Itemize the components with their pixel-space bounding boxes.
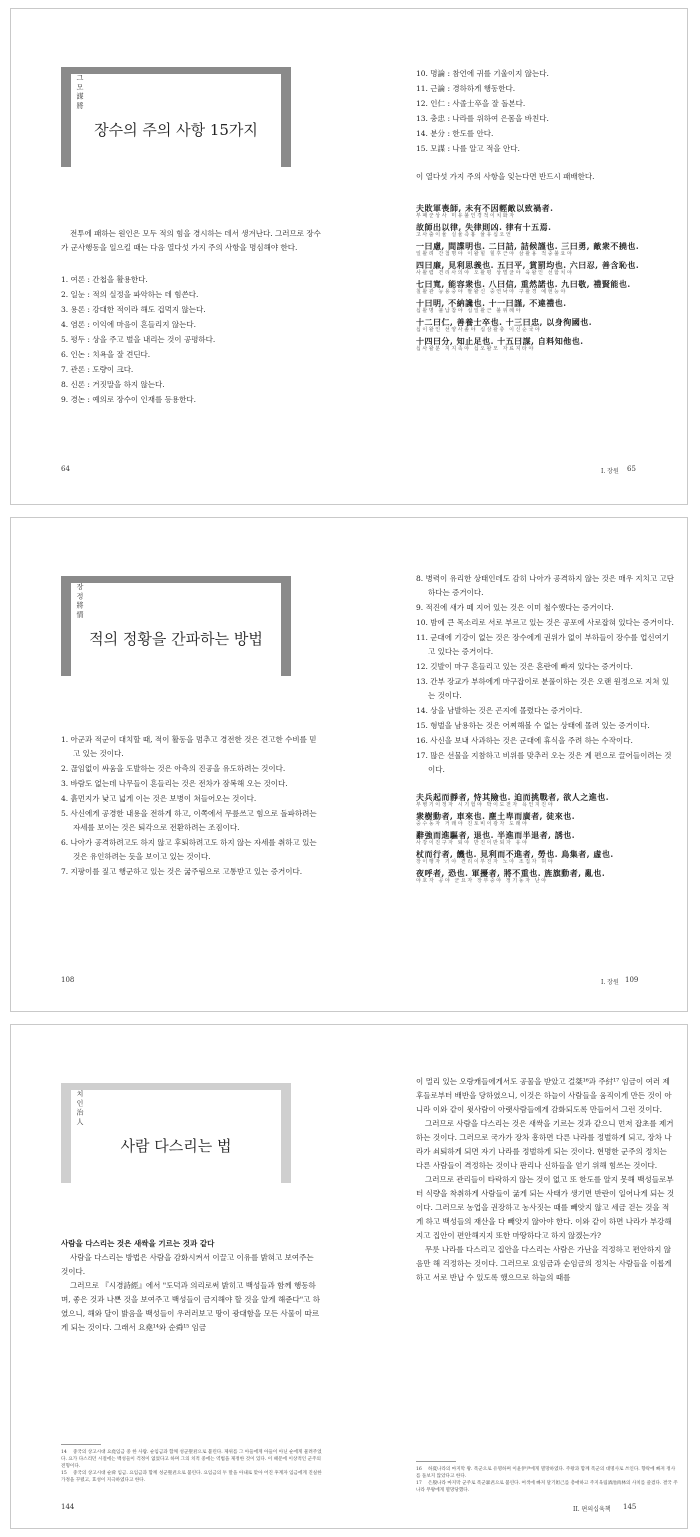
hanja-line: 杖而行者, 饑也. 見利而不進者, 勞也. 鳥集者, 虛也. 장이행자 기야 견리이부진자 노야 조집자 허야: [416, 849, 614, 865]
left-page-body: [61, 227, 321, 408]
intro-paragraph: 전투에 패하는 원인은 모두 적의 힘을 경시하는 데서 생겨난다. 그러므로 장수가 군사행동을 일으킬 때는 다음 열다섯 가지 주의 사항을 명심해야 한다.: [61, 229, 321, 252]
page-number-left: 64: [61, 465, 70, 473]
title-box-right-bar: [281, 576, 291, 676]
list-item: 5. 평두 : 상을 주고 벌을 내리는 것이 공평하다.: [61, 335, 216, 344]
running-header: I. 장원: [601, 468, 619, 475]
right-page-body: [416, 67, 676, 356]
title-box-left-bar: [61, 576, 71, 676]
list-item: 6. 인논 : 치욕을 잘 견딘다.: [61, 350, 151, 359]
title-box-top-bar: [61, 576, 291, 583]
right-page-body: [416, 572, 676, 888]
list-item: 14. 상을 남발하는 것은 곤지에 몰렸다는 증거이다.: [416, 706, 583, 715]
chapter-tab-label: 장 정 將 情: [76, 583, 84, 618]
list-item: 15. 모謀 : 나를 알고 적을 안다.: [416, 144, 520, 153]
hanja-line: 十四曰分, 知止足也. 十五曰謀, 自料知他也. 십사왈분 지지족야 십오왈모 자료지타야: [416, 336, 584, 352]
hanja-line: 夫兵起而靜者, 恃其險也. 迫而挑戰者, 欲人之進也. 부병기이정자 시기험야 박이도전자 욕인지진야: [416, 792, 609, 808]
hanja-original-text: [416, 793, 676, 884]
title-box-left-bar: [61, 1083, 71, 1183]
signs-list-right: [416, 572, 676, 777]
title-box-right-bar: [281, 1083, 291, 1183]
title-box-top-bar: [61, 67, 291, 74]
list-item: 13. 충忠 : 나라를 위하여 은몸을 바친다.: [416, 114, 549, 123]
footnote: 16 하夏나라의 마지막 왕. 폭군으로 유명하며 이윤伊尹에게 멸망하였다. 주왕과 함께 폭군의 대명사로 쓰인다. 향락에 빠져 정사를 돌보지 않았다고 한다.: [416, 1467, 676, 1479]
footnotes-right: [416, 1466, 678, 1494]
book-spread-1: [10, 8, 688, 505]
list-item: 14. 분分 : 한도를 안다.: [416, 129, 494, 138]
list-item: 1. 아군과 적군이 대치할 때, 적이 활동을 멈추고 경전한 것은 견고한 수비를 믿고 있는 것이다.: [61, 735, 317, 758]
body-paragraph: 이 멀리 있는 오랑캐들에게서도 공물을 받았고 걸桀¹⁶과 주紂¹⁷ 임금이 여러 제후들로부터 배반을 당하였으니, 이것은 하늘이 사람들을 움직이게 만든 것이 아니라 이와 같이 윗사람이 아랫사람들에게 감화되도록 만들어서 그런 것이다.: [416, 1077, 672, 1114]
chapter-tab-label: 그 모 謀 將: [76, 74, 84, 109]
list-item: 5. 사신에게 공경한 내용을 전하게 하고, 이쪽에서 무릎쓰고 힘으로 돌파하려는 자세를 보이는 것은 퇴각으로 전환하려는 조짐이다.: [61, 809, 317, 832]
title-box-right-bar: [281, 67, 291, 167]
running-header: I. 장원: [601, 979, 619, 986]
footnote: 14 중국의 상고시대 요堯임금 중 한 사람. 순임금과 함께 성군聖君으로 불린다. 제위를 그 아들에게 아들이 아닌 순에게 물려주었다. 요가 다스리던 시절에는 백성들이 걱정이 없었다고 하며 그의 치적 중에는 역법을 제정한 것이 있다. 이 때문에 이상적인 군주의 전형이다.: [61, 1450, 322, 1469]
title-box-top-bar: [61, 1083, 291, 1090]
footnote-rule: [61, 1444, 101, 1445]
list-item: 1. 여론 : 간첩을 활용한다.: [61, 275, 148, 284]
list-item: 4. 염론 : 이익에 마음이 흔들리지 않는다.: [61, 320, 197, 329]
section-subheading: 사람을 다스리는 것은 새싹을 기르는 것과 같다: [61, 1239, 215, 1248]
hanja-line: 十曰明, 不納讒也. 十一曰謹, 不違禮也. 십왈명 불납참야 십일왈근 불위례야: [416, 298, 567, 314]
running-header: II. 편의십육책: [573, 1506, 611, 1513]
hanja-line: 四曰廉, 見利思義也. 五曰平, 賞罰均也. 六曰忍, 善含恥也. 사왈렴 견리사의야 오왈평 상벌균야 육왈인 선함치야: [416, 260, 640, 276]
page-number-right: 109: [625, 976, 639, 984]
page-number-left: 144: [61, 1503, 75, 1511]
book-spread-2: [10, 517, 688, 1012]
page-number-right: 65: [627, 465, 636, 473]
signs-list-left: [61, 733, 321, 879]
footnote: 17 은殷나라 마지막 군주로 폭군暴君으로 불린다. 여색에 빠져 달기妲己를 총애하고 주지육림酒池肉林의 사치를 즐겼다. 결국 주나라 무왕에게 멸망당했다.: [416, 1481, 678, 1493]
hanja-line: 辭強而進驅者, 退也. 半進而半退者, 誘也. 사강이진구자 퇴야 반진이반퇴자 유야: [416, 830, 575, 846]
list-item: 9. 경논 : 예의로 장수이 인재를 등용한다.: [61, 395, 197, 404]
list-item: 7. 관론 : 도량이 크다.: [61, 365, 134, 374]
list-item: 9. 적진에 새가 떼 지어 있는 것은 이미 철수했다는 증거이다.: [416, 603, 614, 612]
list-item: 6. 나아가 공격하려고도 하지 않고 후퇴하려고도 하지 않는 자세를 취하고 있는 것은 유인하려는 듯을 보이고 있는 것이다.: [61, 838, 317, 861]
hanja-line: 故師出以律, 失律則凶. 律有十五焉. 고사출이율 실율즉흉 율유십오언: [416, 222, 552, 238]
body-paragraph: 무릇 나라를 다스리고 집안을 다스리는 사람은 가난을 걱정하고 편안하지 않음만 해 걱정하는 것이다. 그러므로 요임금과 순임금의 정치는 사람들을 이롭게 하고 서로 반납 수 있도록 했으므로 하늘의 때를: [416, 1245, 672, 1282]
list-item: 2. 일눈 : 적의 실정을 파악하는 데 힘쓴다.: [61, 290, 199, 299]
body-paragraph: 그러므로 『시경詩經』에서 "도덕과 의리로써 밝히고 백성들과 함께 행동하며, 좋은 것과 나쁜 것을 보여주고 백성들이 금지해야 할 것을 알게 해준다"고 하였으니, 해와 달이 밝음을 백성들이 우러러보고 땅이 광대함을 모든 사물이 따르게 되는 것이다. 그래서 요堯¹⁴와 순舜¹⁵ 임금: [61, 1281, 321, 1332]
left-page-body: [61, 733, 321, 880]
title-box-left-bar: [61, 67, 71, 167]
caution-list-right: [416, 67, 676, 156]
body-paragraph: 그러므로 사람을 다스리는 것은 새싹을 기르는 것과 같으니 먼저 잡초를 제거하는 것이다. 그러므로 국가가 장차 흥하면 다른 나라를 정벌하게 되고, 장차 나라가 쇠퇴하게 되면 자기 나라를 정벌하게 되는 것이다. 현명한 군주의 정치는 다른 사람들이 격정하는 것이나 판리나 신하들을 얻기 위해 힘쓰는 것이다.: [416, 1119, 674, 1170]
list-item: 8. 병력이 유리한 상태인데도 감히 나아가 공격하지 않는 것은 매우 지치고 고단하다는 증거이다.: [416, 574, 674, 597]
list-item: 3. 용론 : 강대한 적이라 해도 겁먹지 않는다.: [61, 305, 206, 314]
book-spread-3: [10, 1024, 688, 1529]
caution-list-left: [61, 273, 321, 407]
hanja-original-text: [416, 204, 676, 352]
list-item: 11. 군대에 기강이 없는 것은 장수에게 권위가 없이 부하들이 장수를 업신여기고 있다는 증거이다.: [416, 633, 670, 656]
list-item: 16. 사신을 보내 사과하는 것은 군대에 휴식을 주려 하는 수작이다.: [416, 736, 633, 745]
left-page-body: [61, 1237, 321, 1335]
list-item: 2. 끊임없이 싸움을 도발하는 것은 아측의 진공을 유도하려는 것이다.: [61, 764, 286, 773]
list-item: 8. 신론 : 거짓말을 하지 않는다.: [61, 380, 165, 389]
list-item: 15. 형벌을 남용하는 것은 어찌해볼 수 없는 상태에 몰려 있는 증거이다.: [416, 721, 650, 730]
chapter-title: 장수의 주의 사항 15가지: [94, 121, 258, 139]
hanja-line: 夫敗軍喪師, 未有不因輕敵以致禍者. 부패군상사 미유불인경적이치화자: [416, 203, 554, 219]
footnote: 15 중국의 상고시대 순舜 임금. 요임금과 함께 성군聖君으로 불린다. 요임금의 두 딸을 아내로 맞아 어진 후계자 임금에게 진실한 가정을 꾸렸고, 효성이 지극하였다고 한다.: [61, 1471, 322, 1483]
hanja-line: 夜呼者, 恐也. 軍擾者, 將不重也. 旌旗動者, 亂也. 야호자 공야 군요자 장부중야 정기동자 난야: [416, 868, 606, 884]
list-item: 12. 깃발이 마구 흔들리고 있는 것은 혼란에 빠져 있다는 증거이다.: [416, 662, 633, 671]
right-page-body: [416, 1075, 676, 1285]
list-item: 17. 많은 선물을 지참하고 비위를 맞추러 오는 것은 계 편으로 끌어들이려는 것이다.: [416, 751, 672, 774]
list-item: 7. 지팡이를 짚고 행군하고 있는 것은 굶주림으로 고통받고 있는 증거이다.: [61, 867, 303, 876]
conclusion-paragraph: 이 열다섯 가지 주의 사항을 잊는다면 반드시 패배한다.: [416, 172, 595, 181]
list-item: 10. 밤에 큰 목소리로 서로 부르고 있는 것은 공포에 사로잡혀 있다는 증거이다.: [416, 618, 674, 627]
hanja-line: 七曰寬, 能容衆也. 八曰信, 重然諾也. 九曰敬, 禮賢能也. 칠왈관 능용중야 팔왈신 중연낙야 구왈경 예현능야: [416, 279, 631, 295]
page-number-right: 145: [623, 1503, 637, 1511]
hanja-line: 十二曰仁, 善養士卒也. 十三曰忠, 以身徇國也. 십이왈인 선양사졸야 십삼왈충 이신순국야: [416, 317, 592, 333]
list-item: 12. 인仁 : 사졸士卒을 잘 돌본다.: [416, 99, 526, 108]
hanja-line: 一曰慮, 間諜明也. 二曰詰, 詰候謹也. 三曰勇, 敵衆不撓也. 일왈려 간첩명야 이왈힐 힐후근야 삼왈용 적중불요야: [416, 241, 640, 257]
page-number-left: 108: [61, 976, 75, 984]
body-paragraph: 사람을 다스리는 방법은 사람을 감화시켜서 이끌고 이유를 밝혀고 보여주는 것이다.: [61, 1253, 314, 1276]
hanja-line: 衆樹動者, 車來也. 塵土卑而廣者, 徒來也. 중수동자 거래야 진토비이광자 도래야: [416, 811, 575, 827]
chapter-title-box: [61, 1083, 291, 1183]
chapter-title-box: [61, 576, 291, 676]
chapter-title: 적의 정황을 간파하는 방법: [89, 630, 263, 648]
footnote-rule: [416, 1461, 456, 1462]
list-item: 11. 근論 : 경하하게 행동한다.: [416, 84, 516, 93]
footnotes-left: [61, 1449, 323, 1484]
chapter-tab-label: 치 인 治 人: [76, 1090, 84, 1125]
list-item: 10. 명論 : 참언에 귀를 기울이지 않는다.: [416, 69, 549, 78]
body-paragraph: 그러므로 관리들이 타락하지 않는 것이 없고 또 한도를 알지 못해 백성들로부터 식량을 착취하게 사람들이 굶게 되는 사태가 생기면 반란이 일어나게 되는 것이다. 그러므로 농업을 권장하고 농사짓는 때를 빼앗지 않고 세금 걷는 것을 적게 하고 백성들의 재산을 다 빼앗지 않아야 한다. 이와 같이 하면 나라가 부강해지고 집안이 편안해지지 또한 마땅하다고 하지 않겠는가?: [416, 1175, 675, 1240]
list-item: 13. 간부 장교가 부하에게 마구잡이로 분풀이하는 것은 오랜 원정으로 지쳐 있는 것이다.: [416, 677, 670, 700]
chapter-title-box: [61, 67, 291, 167]
list-item: 3. 바람도 없는데 나무들이 흔들리는 것은 전차가 잠복해 오는 것이다.: [61, 779, 288, 788]
list-item: 4. 흙먼지가 낮고 넓게 이는 것은 보병이 쳐들어오는 것이다.: [61, 794, 257, 803]
chapter-title: 사람 다스리는 법: [120, 1137, 232, 1155]
